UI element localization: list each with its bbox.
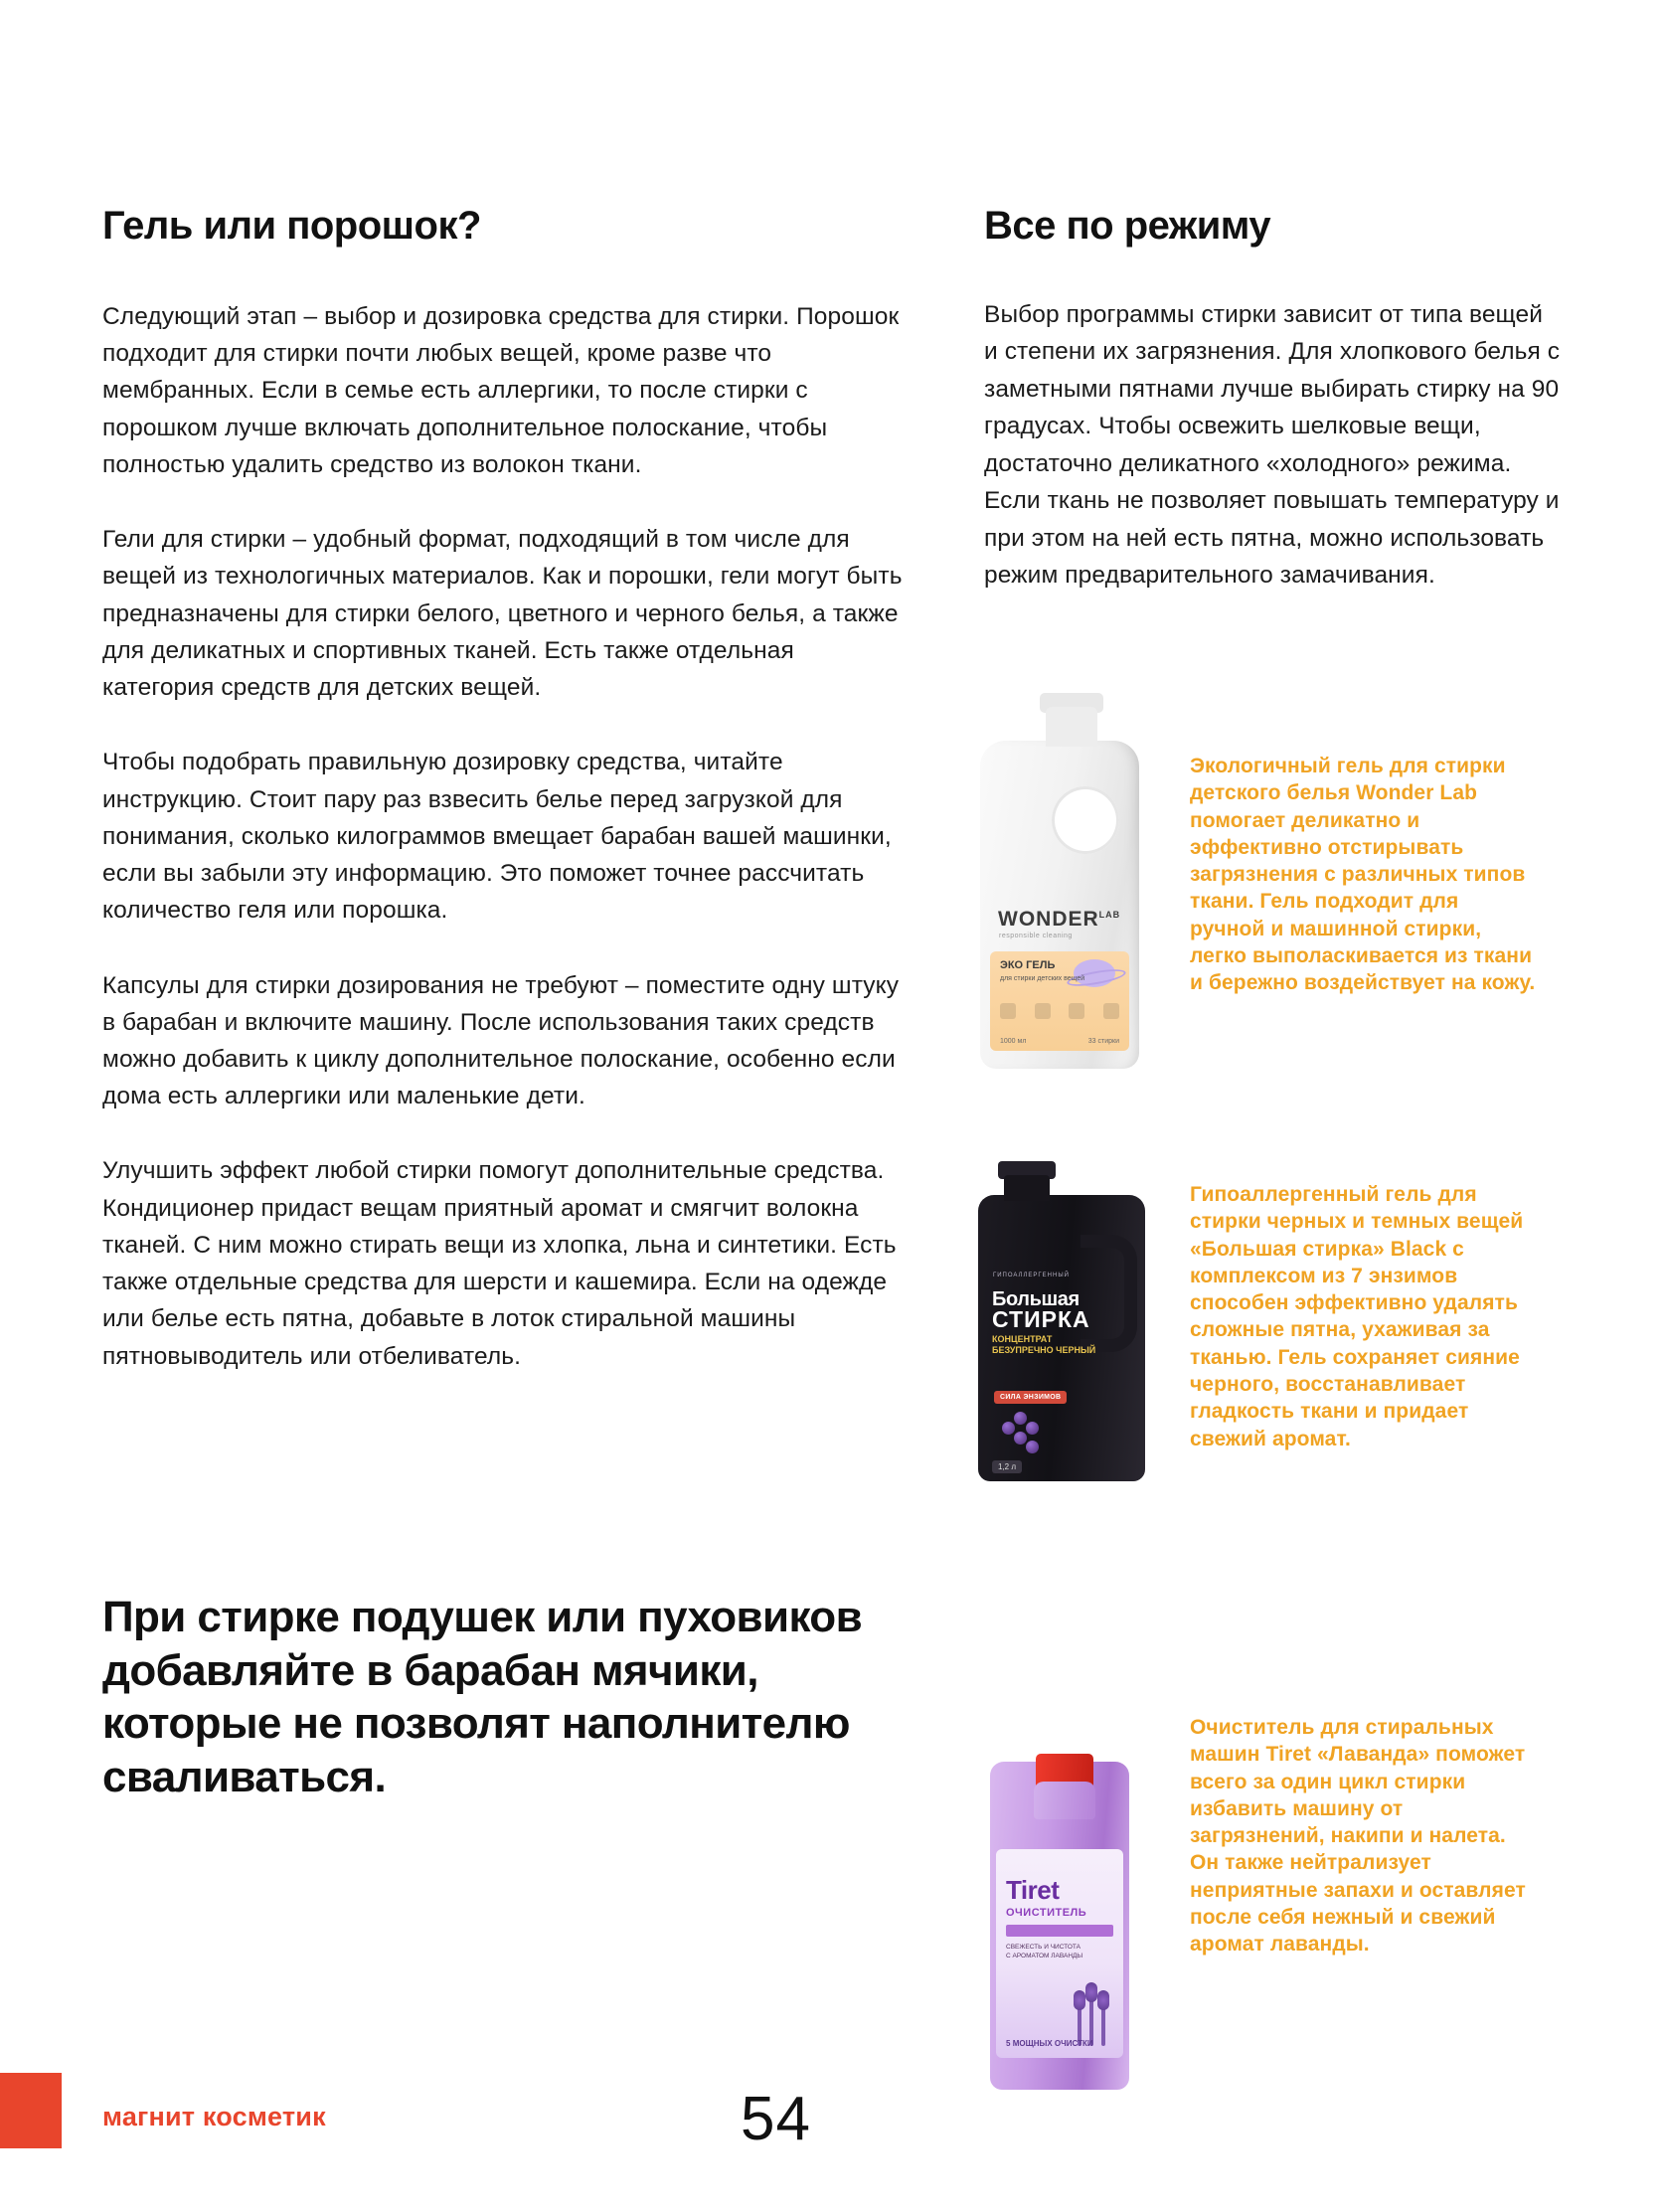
wonder-lab-front-label xyxy=(990,951,1129,1051)
product-descriptor xyxy=(992,1334,1095,1356)
tiret-caption: Очиститель для стиральных машин Tiret «Лаванда» поможет всего за один цикл стирки избавить машину от загрязнений, накипи и налета. Он также нейтрализует неприятные запахи и оставляет после себя нежный и свежий аромат лаванды. xyxy=(1190,1716,1526,1957)
bolshaya-stirka-caption: Гипоаллергенный гель для стирки черных и темных вещей «Большая стирка» Black с комплексом из 7 энзимов способен эффективно удалять сложные пятна, ухаживая за тканью. Гель сохраняет сияние черного, восстанавливает гладкость ткани и придает свежий аромат. xyxy=(1190,1183,1524,1450)
footer-brand-text: магнит косметик xyxy=(102,2102,326,2131)
bottle-neck xyxy=(1034,1782,1095,1819)
wonder-lab-logo xyxy=(998,908,1120,932)
eyebrow-text: ГИПОАЛЛЕРГЕННЫЙ xyxy=(993,1273,1070,1278)
icon-1 xyxy=(1000,1003,1016,1019)
wonder-lab-caption: Экологичный гель для стирки детского белья Wonder Lab помогает деликатно и эффективно отстирывать загрязнения с различных типов ткани. Гель подходит для ручной и машинной стирки, легко выполаскивается из ткани и бережно воздействует на кожу. xyxy=(1190,755,1536,995)
label-line-2: С АРОМАТОМ ЛАВАНДЫ xyxy=(1006,1953,1083,1960)
bottle-neck xyxy=(1004,1175,1050,1201)
brand-top-text: Большая xyxy=(992,1288,1080,1310)
cycle-count xyxy=(1006,2039,1093,2048)
brand-bottom-text: СТИРКА xyxy=(992,1306,1090,1332)
right-column-heading: Все по режиму xyxy=(984,204,1271,248)
tiret-bottle-image xyxy=(954,1710,1168,2108)
right-paragraph-1: Выбор программы стирки зависит от типа вещей и степени их загрязнения. Для хлопкового белья с заметными пятнами лучше выбирать стирку на 90 градусах. Чтобы освежить шелковые вещи, достаточно деликатного «холодного» режима. Если ткань не позволяет повышать температуру и при этом на ней есть пятна, можно использовать режим предварительного замачивания. xyxy=(984,301,1561,590)
wonder-lab-bottle-image xyxy=(954,741,1168,1079)
product-wonder-lab xyxy=(954,741,1571,1079)
grape-5 xyxy=(1026,1441,1039,1453)
feature-icons xyxy=(1000,1003,1119,1025)
volume-text: 1000 мл xyxy=(1000,1038,1027,1045)
product-subtitle-text: для стирки детских вещей xyxy=(1000,975,1085,982)
volume-text: 1,2 л xyxy=(992,1460,1022,1473)
paragraph-5: Улучшить эффект любой стирки помогут дополнительные средства. Кондиционер придаст вещам приятный аромат и смягчит волокна тканей. С ним можно стирать вещи из хлопка, льна и синтетики. Есть также отдельные средства для шерсти и кашемира. Если на одежде или белье есть пятна, добавьте в лоток стиральной машины пятновыводитель или отбеливатель. xyxy=(102,1157,897,1370)
wonder-lab-tagline: responsible cleaning xyxy=(999,933,1073,939)
bolshaya-stirka-bottle-image xyxy=(954,1173,1168,1501)
paragraph-3: Чтобы подобрать правильную дозировку средства, читайте инструкцию. Стоит пару раз взвесить белье перед загрузкой для понимания, сколько килограммов вмещает барабан вашей машинки, если вы забыли эту информацию. Это поможет точнее рассчитать количество геля или порошка. xyxy=(102,749,892,925)
grape-2 xyxy=(1002,1422,1015,1435)
cycle-count-label: МОЩНЫХ ОЧИСТКИ xyxy=(1012,2039,1093,2048)
grape-illustration xyxy=(996,1412,1048,1455)
descriptor-line-2: БЕЗУПРЕЧНО ЧЕРНЫЙ xyxy=(992,1344,1096,1355)
grape-3 xyxy=(1026,1422,1039,1435)
icon-3 xyxy=(1069,1003,1084,1019)
left-column-heading: Гель или порошок? xyxy=(102,204,481,248)
product-type-text: ЭКО ГЕЛЬ xyxy=(1000,959,1056,971)
lavender-stem-3 xyxy=(1101,2006,1105,2046)
product-bolshaya-stirka xyxy=(954,1173,1571,1501)
tiret-product-word: ОЧИСТИТЕЛЬ xyxy=(1006,1907,1087,1919)
wonder-lab-brand-text: WONDER xyxy=(998,908,1099,931)
cycle-count-number: 5 xyxy=(1006,2039,1011,2048)
tiret-label-lines xyxy=(1006,1943,1113,1960)
icon-4 xyxy=(1103,1003,1119,1019)
bottle-body xyxy=(980,741,1139,1069)
descriptor-line-1: КОНЦЕНТРАТ xyxy=(992,1334,1053,1344)
product-tiret xyxy=(954,1710,1571,2108)
bottle-body xyxy=(978,1195,1145,1481)
label-line-1: СВЕЖЕСТЬ И ЧИСТОТА xyxy=(1006,1944,1081,1951)
pull-quote: При стирке подушек или пуховиков добавляйте в барабан мячики, которые не позволят наполнителю сваливаться. xyxy=(102,1593,863,1802)
tiret-brand-text: Tiret xyxy=(1006,1875,1060,1905)
grape-4 xyxy=(1014,1432,1027,1445)
paragraph-2: Гели для стирки – удобный формат, подходящий в том числе для вещей из технологичных материалов. Как и порошки, гели могут быть предназначены для стирки белого, цветного и черного белья, а также для деликатных и спортивных тканей. Есть также отдельная категория средств для детских вещей. xyxy=(102,526,903,702)
tiret-front-label xyxy=(996,1849,1123,2058)
grape-1 xyxy=(1014,1412,1027,1425)
volume-row xyxy=(1000,1038,1119,1045)
enzyme-badge: СИЛА ЭНЗИМОВ xyxy=(994,1391,1067,1404)
paragraph-1: Следующий этап – выбор и дозировка средства для стирки. Порошок подходит для стирки почти любых вещей, кроме разве что мембранных. Если в семье есть аллергики, то после стирки с порошком лучше включать дополнительное полоскание, чтобы полностью удалить средство из волокон ткани. xyxy=(102,303,900,478)
label-strip xyxy=(1006,1925,1113,1937)
bottle-handle-hole xyxy=(1052,786,1119,854)
page-number: 54 xyxy=(741,2085,811,2153)
bottle-body xyxy=(990,1762,1129,2090)
bottle-neck xyxy=(1046,707,1097,747)
lavender-icon xyxy=(1072,1986,1115,2046)
wonder-lab-brand-sup: LAB xyxy=(1098,910,1121,920)
icon-2 xyxy=(1035,1003,1051,1019)
footer-accent-bar xyxy=(0,2073,62,2148)
paragraph-4: Капсулы для стирки дозирования не требуют – поместите одну штуку в барабан и включите машину. После использования таких средств можно добавить к циклу дополнительное полоскание, особенно если дома есть аллергики или маленькие дети. xyxy=(102,971,900,1110)
left-column xyxy=(102,204,913,1375)
loads-text: 33 стирки xyxy=(1087,1038,1119,1045)
right-column xyxy=(984,204,1561,595)
brand-title xyxy=(992,1290,1090,1331)
